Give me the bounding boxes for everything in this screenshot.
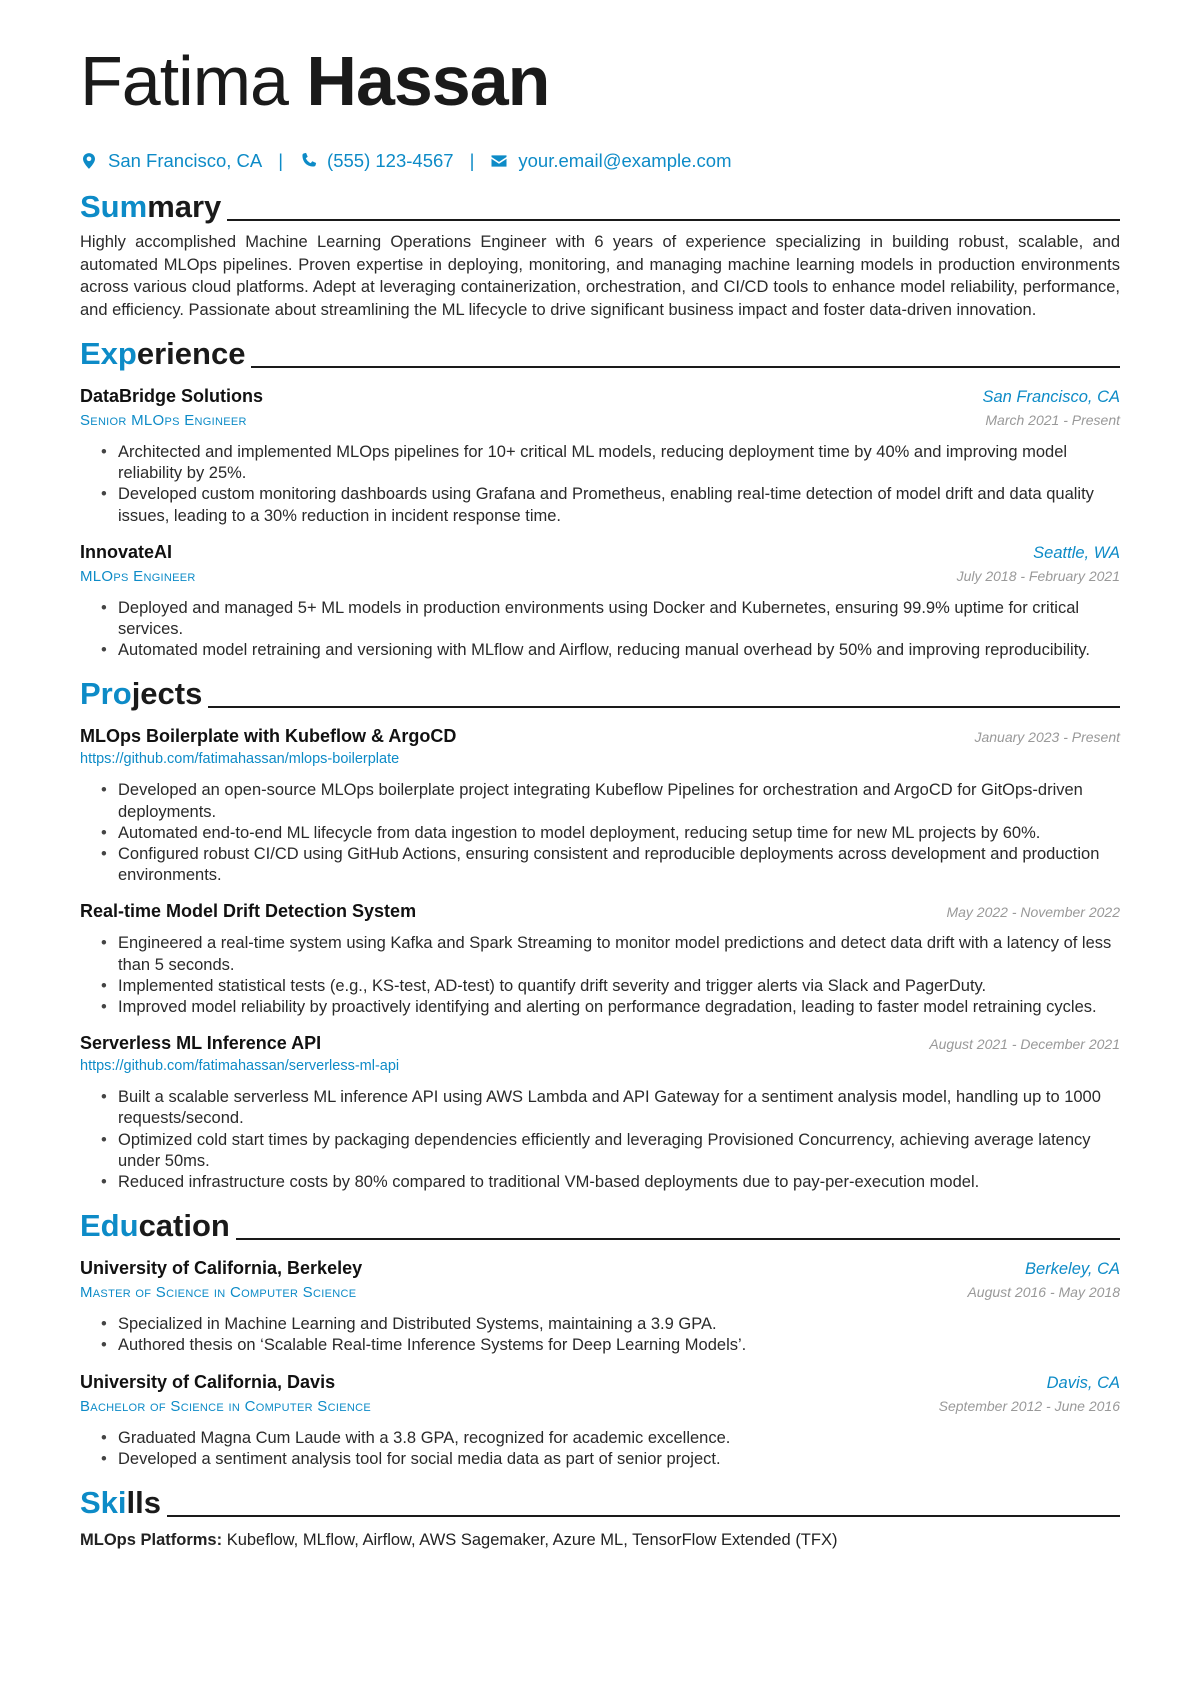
section-projects-heading	[80, 673, 1120, 711]
last-name: Hassan	[306, 42, 550, 120]
skills-line	[80, 1529, 1120, 1551]
contact-separator: |	[469, 150, 475, 171]
envelope-icon	[490, 152, 508, 170]
bullet-list	[80, 1314, 1120, 1356]
experience-entry	[80, 540, 1120, 662]
email-text: your.email@example.com	[518, 150, 732, 171]
skill-values: Kubeflow, MLflow, Airflow, AWS Sagemaker, Azure ML, TensorFlow Extended (TFX)	[226, 1531, 838, 1550]
bullet-item: • Automated end-to-end ML lifecycle from data ingestion to model deployment, reducing setup time for new ML projects by 60%.	[118, 823, 1120, 844]
bullet-item: • Engineered a real-time system using Kafka and Spark Streaming to monitor model predictions and detect data drift with a latency of less than 5 seconds.	[118, 933, 1120, 975]
title-rest: lls	[126, 1485, 161, 1521]
degree-name: Master of Science in Computer Science	[80, 1284, 357, 1302]
title-accent: Exp	[80, 336, 137, 371]
bullet-item: • Graduated Magna Cum Laude with a 3.8 GPA, recognized for academic excellence.	[118, 1428, 1120, 1449]
title-rest: erience	[136, 336, 246, 371]
first-name: Fatima	[80, 42, 288, 120]
bullet-item: • Developed a sentiment analysis tool for social media data as part of senior project.	[118, 1449, 1120, 1470]
bullet-list	[80, 442, 1120, 527]
bullet-list	[80, 780, 1120, 886]
section-title	[80, 190, 221, 224]
job-location: San Francisco, CA	[982, 388, 1120, 406]
location-text: San Francisco, CA	[108, 150, 263, 171]
bullet-item: • Reduced infrastructure costs by 80% compared to traditional VM-based deployments due to pay-per-execution model.	[118, 1172, 1120, 1193]
summary-text: Highly accomplished Machine Learning Operations Engineer with 6 years of experience specializing in building robust, scalable, and automated MLOps pipelines. Proven expertise in deploying, monitoring, and managing machine learning models in production environments across various cloud platforms. Adept at leveraging containerization, orchestration, and CI/CD tools to enhance model reliability, performance, and efficiency. Passionate about streamlining the ML lifecycle to drive significant business impact and foster data-driven innovation.	[80, 233, 1120, 319]
project-entry	[80, 899, 1120, 1018]
phone-icon	[299, 152, 317, 170]
skill-category: MLOps Platforms:	[80, 1531, 223, 1550]
education-dates: September 2012 - June 2016	[938, 1397, 1120, 1414]
bullet-item: • Architected and implemented MLOps pipelines for 10+ critical ML models, reducing deployment time by 40% and improving model reliability by 25%.	[118, 442, 1120, 484]
contact-separator: |	[278, 150, 284, 171]
map-pin-icon	[80, 152, 98, 170]
section-title	[80, 1486, 161, 1520]
bullet-item: • Deployed and managed 5+ ML models in production environments using Docker and Kubernetes, ensuring 99.9% uptime for critical services.	[118, 598, 1120, 640]
project-link[interactable]: https://github.com/fatimahassan/mlops-boilerplate	[80, 751, 400, 768]
job-dates: March 2021 - Present	[985, 412, 1120, 428]
project-dates: January 2023 - Present	[974, 729, 1120, 746]
section-divider	[227, 219, 1120, 221]
bullet-item: • Developed custom monitoring dashboards using Grafana and Prometheus, enabling real-time detection of model drift and data quality issues, leading to a 30% reduction in incident response time.	[118, 484, 1120, 526]
phone-text: (555) 123-4567	[327, 150, 454, 171]
candidate-name	[80, 36, 1120, 126]
project-dates: May 2022 - November 2022	[946, 904, 1120, 921]
bullet-item: • Improved model reliability by proactively identifying and alerting on performance degradation, leading to faster model retraining cycles.	[118, 997, 1120, 1018]
title-accent: Ski	[80, 1485, 127, 1521]
contact-location	[80, 150, 262, 172]
title-accent: Sum	[80, 189, 148, 224]
bullet-item: • Specialized in Machine Learning and Distributed Systems, maintaining a 3.9 GPA.	[118, 1314, 1120, 1335]
bullet-list	[80, 933, 1120, 1018]
project-name: MLOps Boilerplate with Kubeflow & ArgoCD	[80, 726, 457, 747]
bullet-item: • Developed an open-source MLOps boilerplate project integrating Kubeflow Pipelines for orchestration and ArgoCD for GitOps-driven deployments.	[118, 780, 1120, 822]
job-dates: July 2018 - February 2021	[956, 567, 1120, 584]
contact-phone[interactable]	[299, 150, 454, 172]
school-name: University of California, Berkeley	[80, 1258, 363, 1279]
project-entry	[80, 724, 1120, 886]
company-name: InnovateAI	[80, 541, 173, 562]
project-link[interactable]: https://github.com/fatimahassan/serverless-ml-api	[80, 1058, 400, 1075]
project-name: Serverless ML Inference API	[80, 1033, 322, 1054]
section-experience-heading	[80, 333, 1120, 371]
bullet-item: • Optimized cold start times by packaging dependencies efficiently and leveraging Provisioned Concurrency, achieving average latency under 50ms.	[118, 1130, 1120, 1172]
section-divider	[236, 1238, 1120, 1240]
project-name: Real-time Model Drift Detection System	[80, 901, 417, 922]
title-accent: Pro	[80, 676, 132, 712]
section-title	[80, 337, 245, 371]
education-entry	[80, 1256, 1120, 1356]
section-skills-heading	[80, 1482, 1120, 1520]
section-divider	[167, 1515, 1120, 1517]
project-dates: August 2021 - December 2021	[929, 1036, 1120, 1053]
section-title	[80, 677, 202, 711]
section-education-heading	[80, 1205, 1120, 1243]
project-entry	[80, 1031, 1120, 1193]
section-summary-heading	[80, 186, 1120, 224]
title-rest: mary	[147, 189, 222, 224]
section-divider	[208, 706, 1120, 708]
bullet-list	[80, 1428, 1120, 1470]
section-divider	[251, 366, 1120, 368]
job-title: Senior MLOps Engineer	[80, 412, 247, 429]
bullet-item: • Configured robust CI/CD using GitHub Actions, ensuring consistent and reproducible deployments across development and production environments.	[118, 844, 1120, 886]
bullet-item: • Built a scalable serverless ML inference API using AWS Lambda and API Gateway for a sentiment analysis model, handling up to 1000 requests/second.	[118, 1087, 1120, 1129]
school-location: Berkeley, CA	[1024, 1260, 1120, 1279]
school-location: Davis, CA	[1046, 1373, 1120, 1392]
bullet-item: • Automated model retraining and versioning with MLflow and Airflow, reducing manual overhead by 50% and improving reproducibility.	[118, 640, 1120, 661]
resume-content	[80, 36, 1120, 1551]
title-accent: Edu	[80, 1208, 139, 1244]
section-title	[80, 1209, 230, 1243]
job-title: MLOps Engineer	[80, 567, 196, 585]
bullet-list	[80, 1087, 1120, 1193]
company-name: DataBridge Solutions	[80, 386, 264, 406]
job-location: Seattle, WA	[1033, 543, 1120, 562]
contact-bar	[80, 148, 1120, 174]
title-rest: cation	[138, 1208, 230, 1244]
bullet-item: • Implemented statistical tests (e.g., KS-test, AD-test) to quantify drift severity and trigger alerts via Slack and PagerDuty.	[118, 976, 1120, 997]
title-rest: jects	[131, 676, 203, 712]
degree-name: Bachelor of Science in Computer Science	[80, 1397, 371, 1415]
education-entry	[80, 1370, 1120, 1470]
school-name: University of California, Davis	[80, 1371, 336, 1392]
education-dates: August 2016 - May 2018	[967, 1284, 1120, 1301]
experience-entry	[80, 384, 1120, 527]
contact-email[interactable]	[490, 150, 731, 172]
bullet-item: • Authored thesis on ‘Scalable Real-time Inference Systems for Deep Learning Models’.	[118, 1335, 1120, 1356]
bullet-list	[80, 598, 1120, 662]
